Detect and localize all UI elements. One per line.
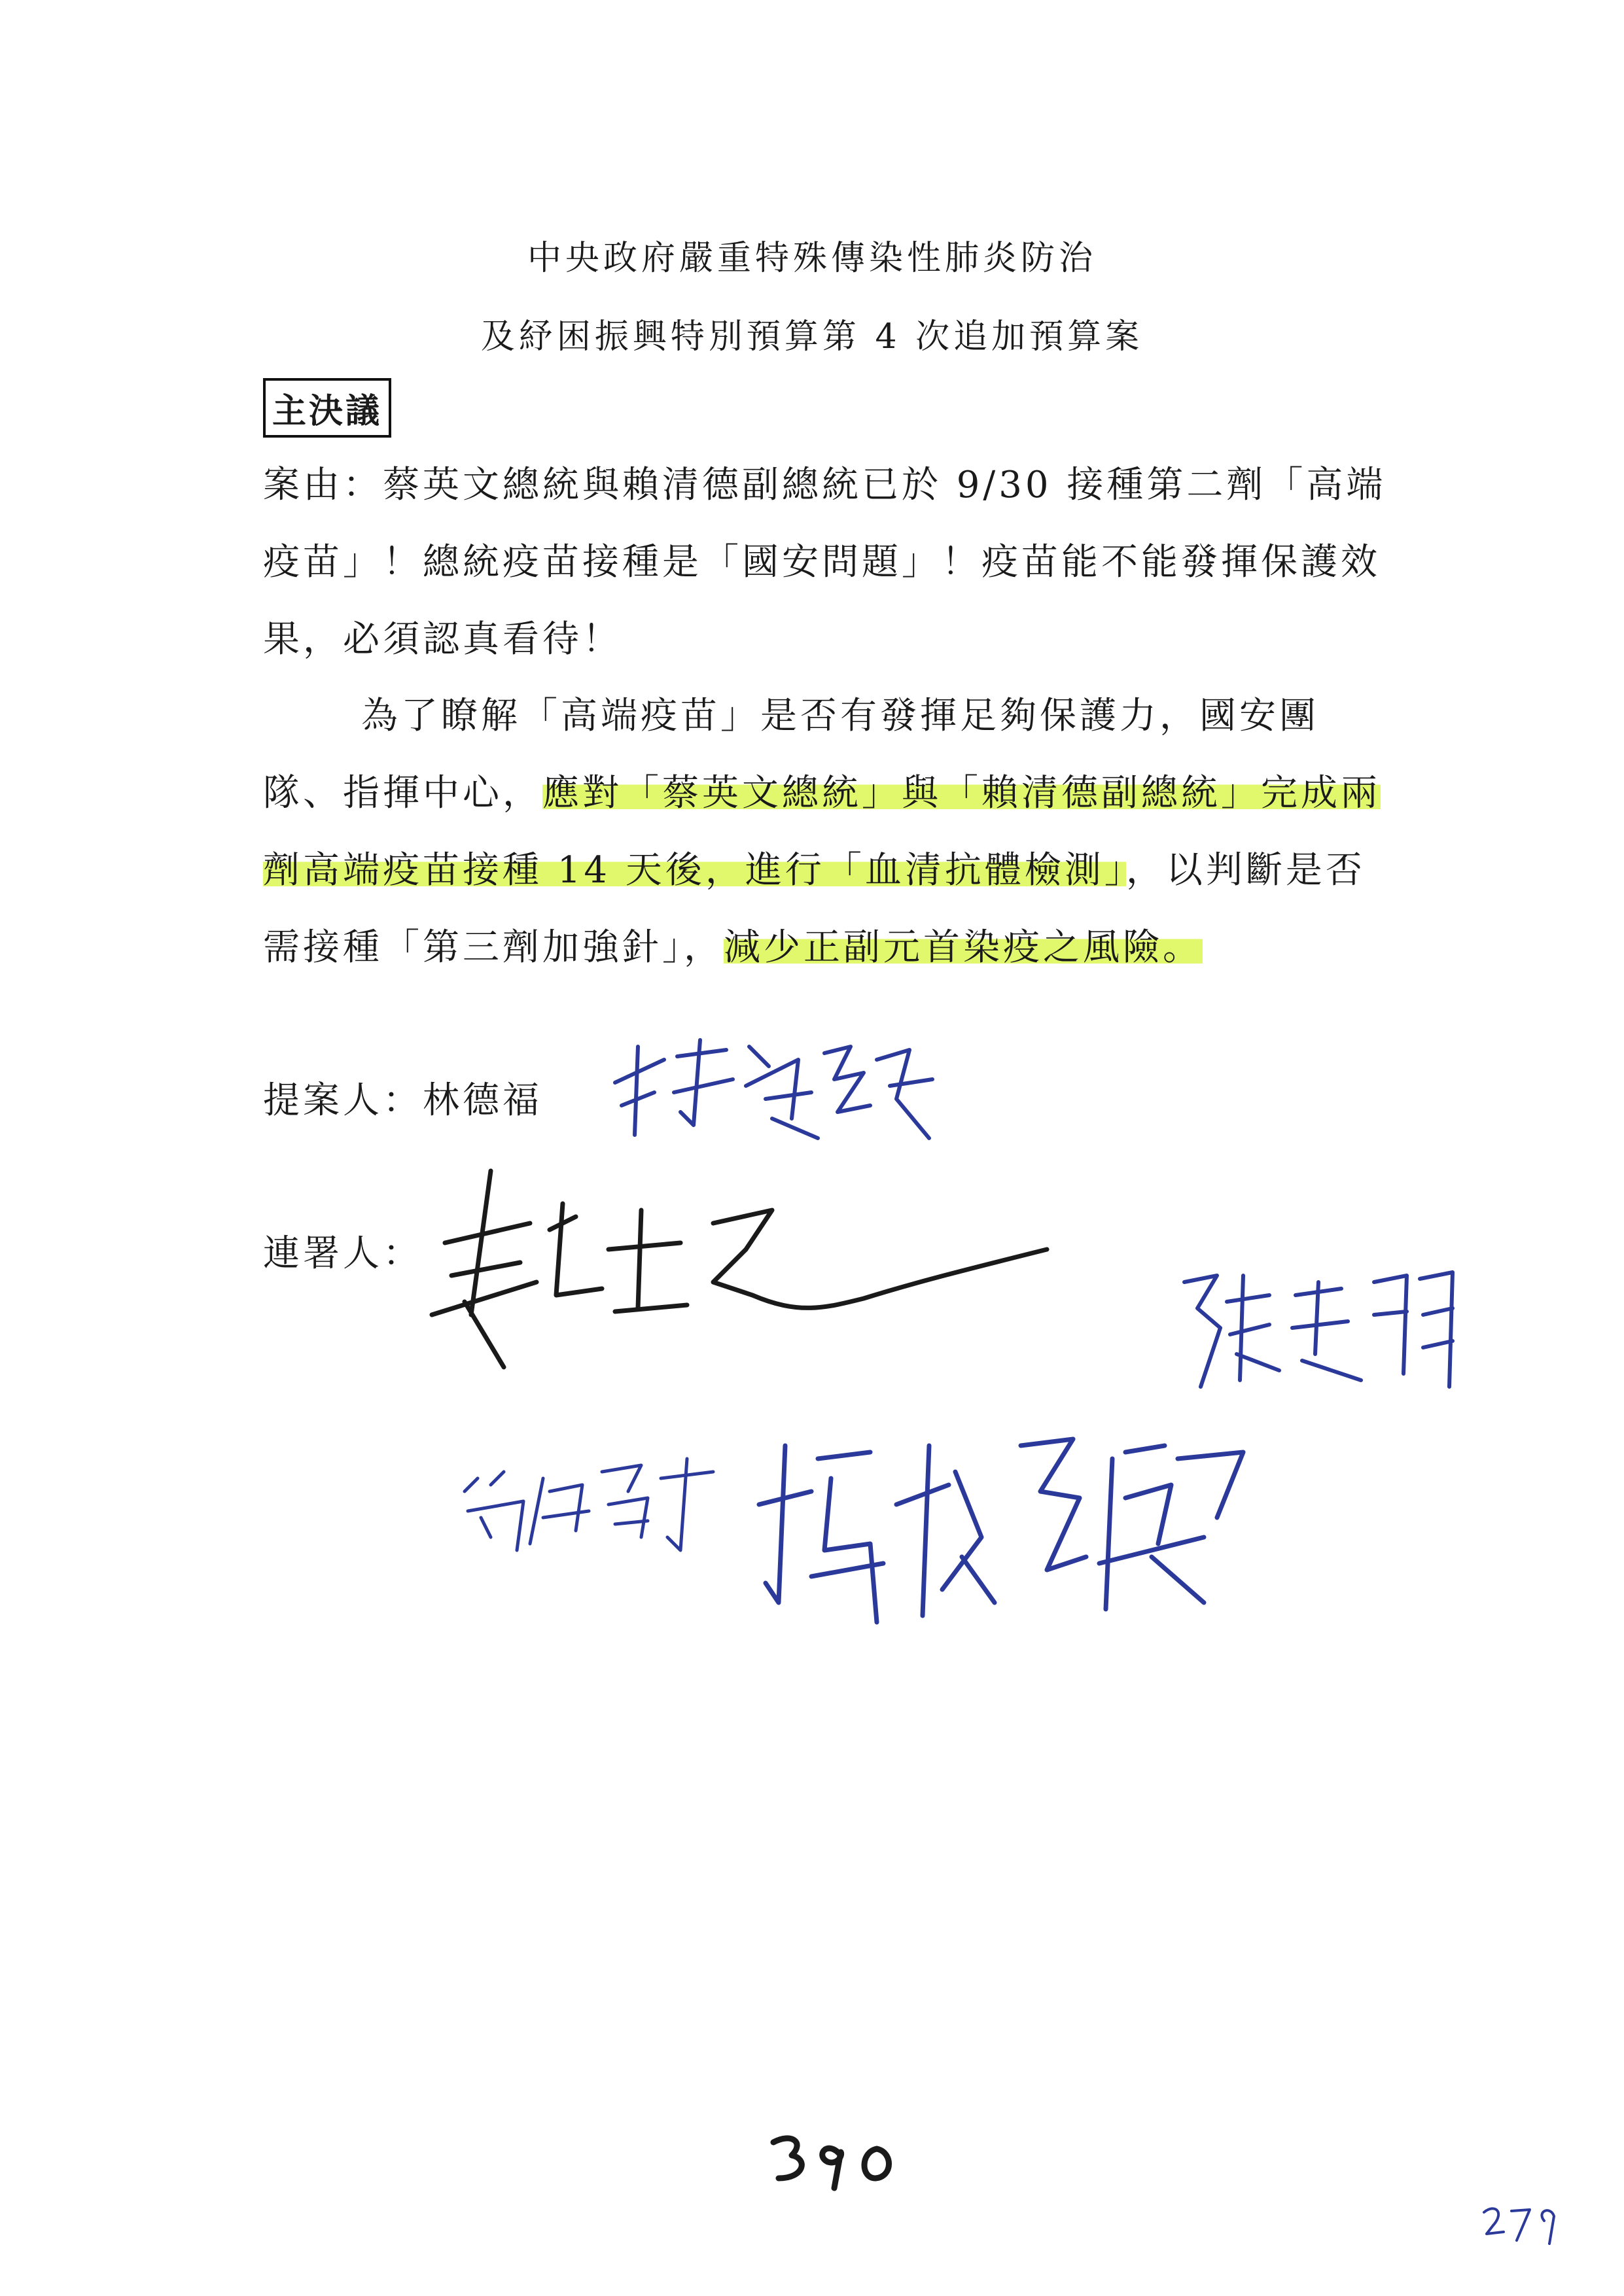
case-reason-paragraph: 案由：蔡英文總統與賴清德副總統已於 9/30 接種第二劑「高端疫苗」！總統疫苗接種是「國安問題」！疫苗能不能發揮保護效果，必須認真看待！: [263, 464, 1386, 661]
proposal-paragraph: [263, 678, 1388, 986]
proposer-label: 提案人：林德福: [263, 1079, 542, 1122]
signature-cosigner-3: [451, 1439, 726, 1570]
page-number-handwritten: [766, 2126, 903, 2191]
main-resolution-label: 主決議: [263, 378, 391, 438]
signature-proposer: [602, 1020, 942, 1171]
highlighted-text: 應對「蔡英文總統」與「賴清德副總統」完成兩劑高端疫苗接種 14 天後，進行「血清抗體檢測」: [263, 772, 1381, 892]
cosigner-label: 連署人：: [263, 1232, 423, 1275]
document-title-line1: 中央政府嚴重特殊傳染性肺炎防治: [527, 239, 1097, 278]
signature-cosigner-1: [406, 1151, 1086, 1387]
signature-cosigner-4: [746, 1406, 1269, 1642]
page-number-corner: [1479, 2198, 1564, 2250]
document-title-line2: 及紓困振興特別預算第 4 次追加預算案: [480, 317, 1144, 357]
paragraph-text: 為了瞭解「高端疫苗」是否有發揮足夠保護力，國安團隊、指揮中心，: [263, 695, 1319, 814]
signature-cosigner-2: [1171, 1256, 1466, 1400]
paragraph-text: ，以判斷是否需接種「第三劑加強針」，: [263, 849, 1366, 969]
highlighted-text: 減少正副元首染疫之風險。: [724, 926, 1203, 969]
